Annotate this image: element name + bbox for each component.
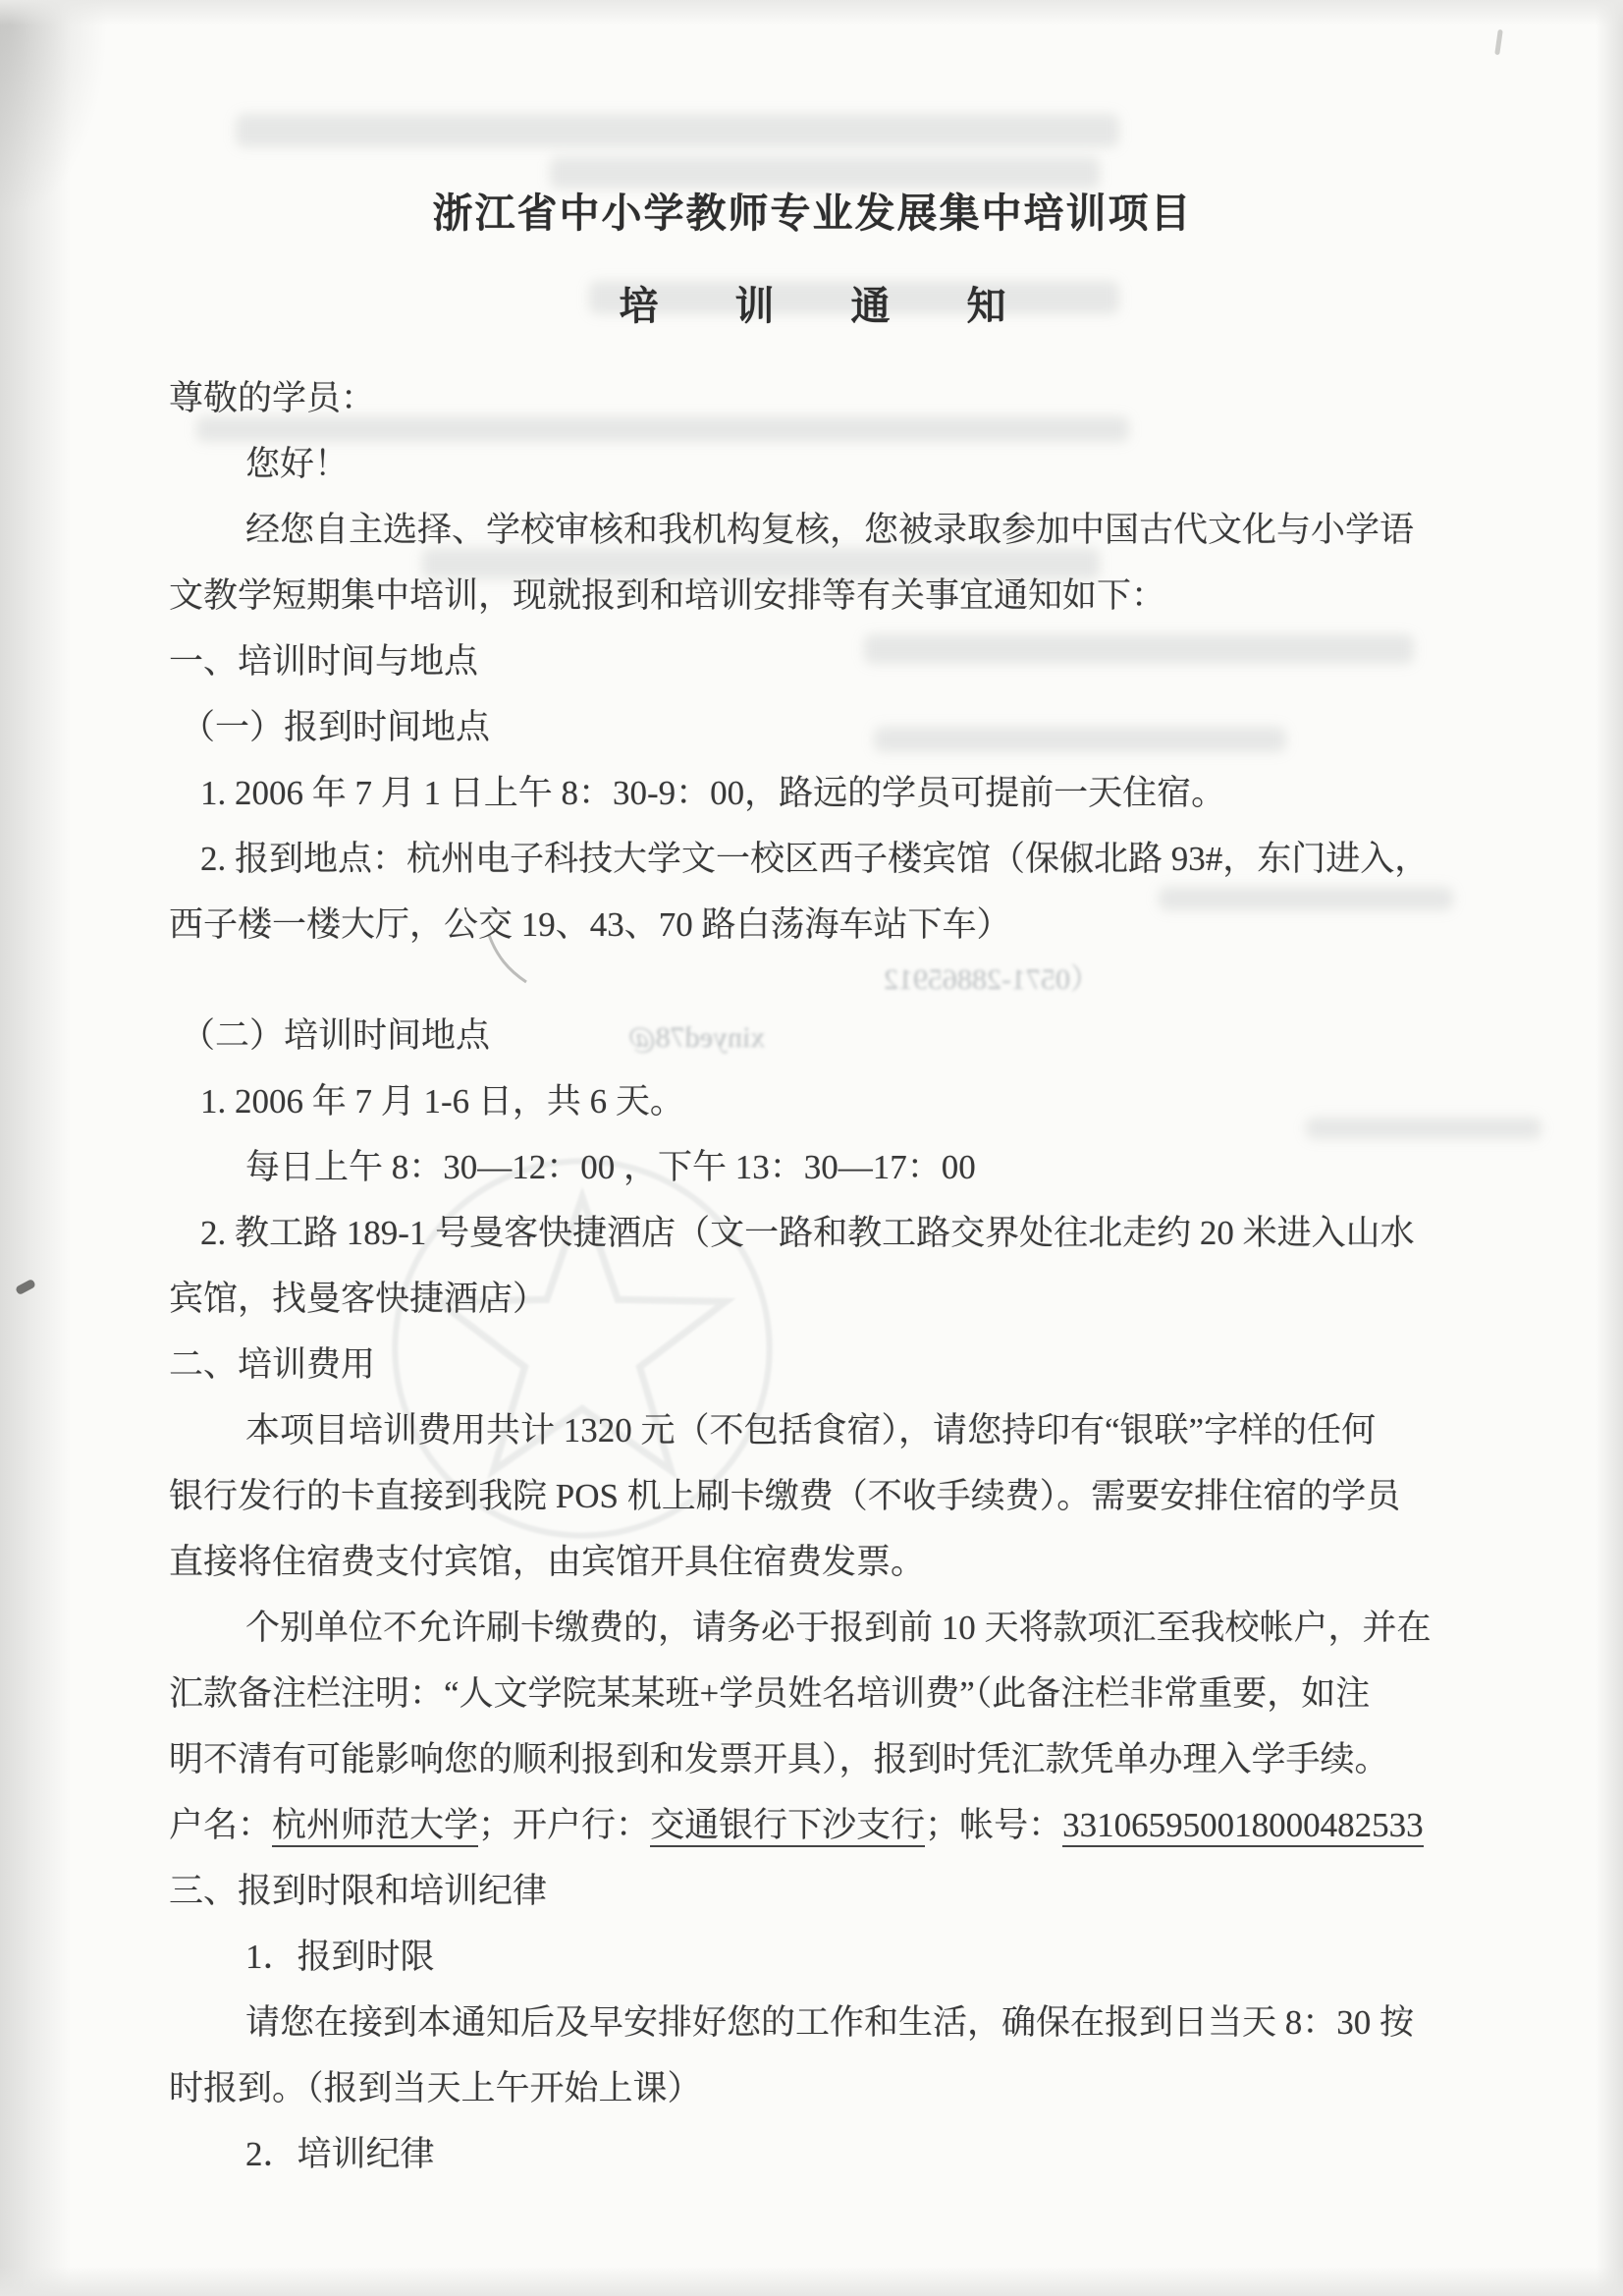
- training-place-line: 宾馆，找曼客快捷酒店）: [169, 1280, 548, 1318]
- scan-edge-shadow-top: [0, 0, 1623, 26]
- intro-line: 文教学短期集中培训，现就报到和培训安排等有关事宜通知如下：: [169, 576, 1166, 615]
- account-name-value: 杭州师范大学: [272, 1806, 478, 1847]
- separator: ；: [925, 1806, 960, 1844]
- section-1-heading: 一、培训时间与地点: [169, 642, 479, 681]
- section-2-heading: 二、培训费用: [169, 1345, 376, 1384]
- page-title: 浙江省中小学教师专业发展集中培训项目: [432, 191, 1193, 236]
- document-body: [169, 365, 1456, 2187]
- training-hours-line: 每日上午 8：30—12：00 ，下午 13：30—17：00: [245, 1148, 976, 1186]
- subsection-3-1-heading: 1．报到时限: [245, 1938, 435, 1976]
- bleedthrough-text-phone: （0571-28865912: [884, 963, 1100, 996]
- bank-label: 开户行：: [513, 1806, 651, 1844]
- greeting-line: 您好！: [245, 445, 350, 483]
- registration-time-line: 1. 2006 年 7 月 1 日上午 8：30-9：00，路远的学员可提前一天住宿。: [200, 774, 1226, 812]
- deadline-line: 请您在接到本通知后及早安排好您的工作和生活，确保在报到日当天 8：30 按: [245, 2003, 1415, 2042]
- account-name-label: 户名：: [169, 1806, 273, 1844]
- deadline-line: 时报到。（报到当天上午开始上课）: [169, 2069, 702, 2107]
- scan-corner-shadow: [0, 0, 108, 216]
- scan-edge-shadow-bottom: [0, 2267, 1623, 2296]
- subsection-3-2-heading: 2．培训纪律: [245, 2135, 435, 2173]
- account-number-value: 331065950018000482533: [1062, 1806, 1424, 1847]
- separator: ；: [478, 1806, 514, 1844]
- account-number-label: 帐号：: [959, 1806, 1063, 1844]
- salutation-line: 尊敬的学员：: [169, 379, 376, 417]
- registration-place-line: 2. 报到地点：杭州电子科技大学文一校区西子楼宾馆（保俶北路 93#，东门进入，: [200, 840, 1430, 878]
- scan-speck-artifact: [1494, 29, 1503, 55]
- bank-account-line: [169, 1792, 1456, 1858]
- subsection-1-1-heading: （一）报到时间地点: [181, 708, 491, 746]
- remittance-line: 汇款备注栏注明：“人文学院某某班+学员姓名培训费”（此备注栏非常重要，如注: [169, 1674, 1371, 1713]
- remittance-line: 个别单位不允许刷卡缴费的，请务必于报到前 10 天将款项汇至我校帐户，并在: [245, 1609, 1432, 1647]
- section-3-heading: 三、报到时限和培训纪律: [169, 1872, 548, 1910]
- registration-place-line: 西子楼一楼大厅，公交 19、43、70 路白荡海车站下车）: [169, 905, 1011, 944]
- document-content: [0, 185, 1623, 2187]
- page-subtitle: 培 训 通 知: [619, 284, 1040, 328]
- bank-value: 交通银行下沙支行: [650, 1806, 925, 1847]
- fee-line: 银行发行的卡直接到我院 POS 机上刷卡缴费（不收手续费）。需要安排住宿的学员: [169, 1477, 1401, 1515]
- bleedthrough-smudge: [236, 114, 1119, 147]
- remittance-line: 明不清有可能影响您的顺利报到和发票开具），报到时凭汇款凭单办理入学手续。: [169, 1740, 1389, 1778]
- subsection-1-2-heading: （二）培训时间地点: [181, 1016, 491, 1055]
- training-date-line: 1. 2006 年 7 月 1-6 日，共 6 天。: [200, 1082, 684, 1121]
- training-place-line: 2. 教工路 189-1 号曼客快捷酒店（文一路和教工路交界处往北走约 20 米进入山水: [200, 1214, 1415, 1252]
- bleedthrough-text-email: xinyed78@: [628, 1021, 766, 1054]
- intro-line: 经您自主选择、学校审核和我机构复核，您被录取参加中国古代文化与小学语: [245, 511, 1415, 549]
- fee-line: 直接将住宿费支付宾馆，由宾馆开具住宿费发票。: [169, 1543, 926, 1581]
- fee-line: 本项目培训费用共计 1320 元（不包括食宿），请您持印有“银联”字样的任何: [245, 1411, 1377, 1449]
